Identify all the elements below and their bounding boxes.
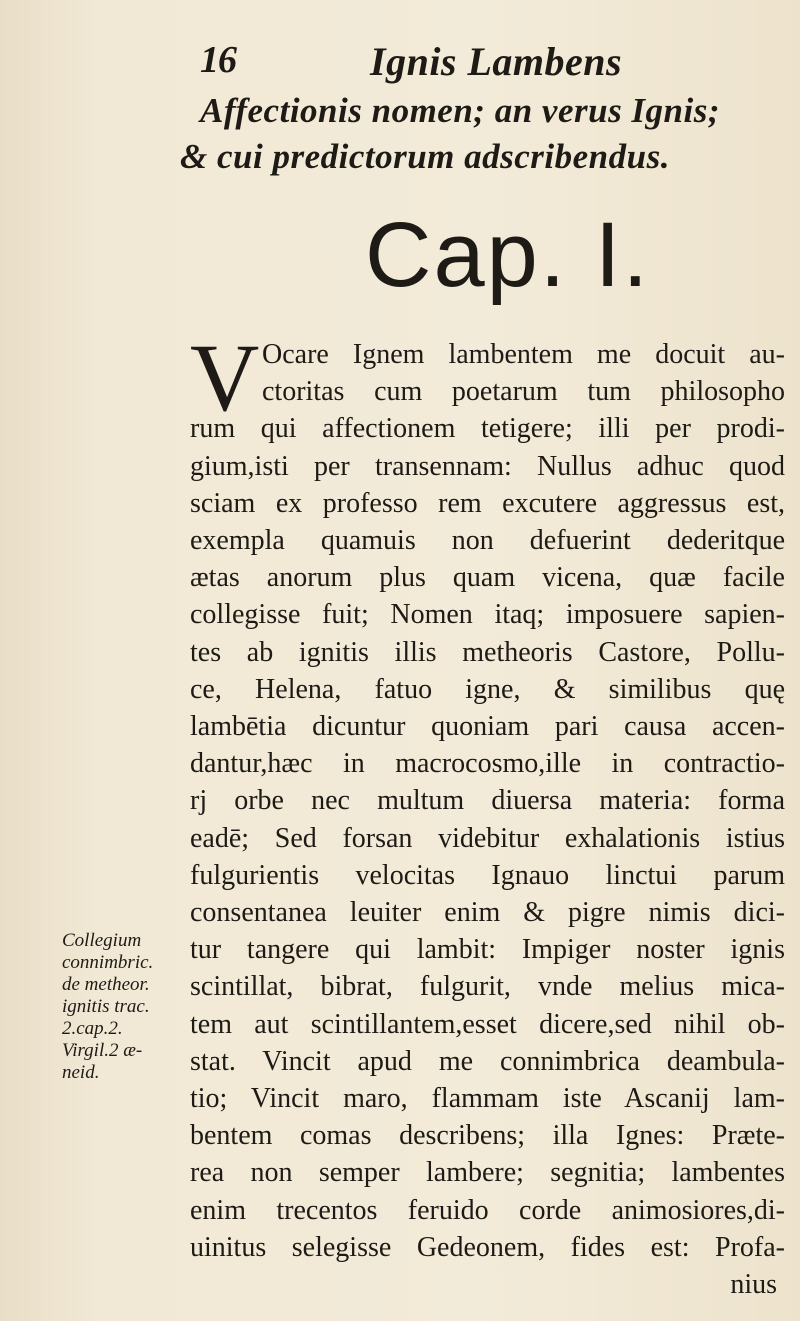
body-text <box>190 324 785 1303</box>
margin-note <box>62 930 187 1084</box>
body-line: tem aut scintillantem,esset dicere,sed nihil ob- <box>190 1008 785 1040</box>
catchword: nius <box>730 1269 777 1301</box>
body-line: rum qui affectionem tetigere; illi per prodi- <box>190 413 785 445</box>
body-line: rj orbe nec multum diuersa materia: forma <box>190 785 785 817</box>
body-line: tio; Vincit maro, flammam iste Ascanij lam- <box>190 1083 785 1115</box>
margin-note-line: 2.cap.2. <box>62 1018 123 1039</box>
body-line: lambētia dicuntur quoniam pari causa accen- <box>190 711 785 743</box>
margin-note-line: Collegium <box>62 930 142 951</box>
section-title <box>180 88 780 180</box>
body-line: consentanea leuiter enim & pigre nimis dici- <box>190 897 785 929</box>
body-line: ctoritas cum poetarum tum philosopho <box>262 376 785 408</box>
body-line: gium,isti per transennam: Nullus adhuc quod <box>190 450 785 482</box>
margin-note-line: neid. <box>62 1062 100 1083</box>
body-line: exempla quamuis non defuerint dederitque <box>190 525 785 557</box>
body-line: enim trecentos feruido corde animosiores,di- <box>190 1194 785 1226</box>
body-line: dantur,hæc in macrocosmo,ille in contractio- <box>190 748 785 780</box>
body-line: sciam ex professo rem excutere aggressus est, <box>190 487 785 519</box>
body-line: collegisse fuit; Nomen itaq; imposuere sapien- <box>190 599 785 631</box>
margin-note-line: connimbric. <box>62 952 154 973</box>
body-line: fulgurientis velocitas Ignauo linctui parum <box>190 859 785 891</box>
margin-note-line: de metheor. <box>62 974 150 995</box>
page-header <box>0 38 800 88</box>
margin-note-line: ignitis trac. <box>62 996 150 1017</box>
drop-cap: V <box>190 324 260 431</box>
body-line: uinitus selegisse Gedeonem, fides est: Profa- <box>190 1231 785 1263</box>
section-title-line-2: & cui predictorum adscribendus. <box>180 137 670 176</box>
margin-note-line: Virgil.2 æ- <box>62 1040 143 1061</box>
body-line: stat. Vincit apud me connimbrica deambula- <box>190 1045 785 1077</box>
body-line: ætas anorum plus quam vicena, quæ facile <box>190 562 785 594</box>
body-line: eadē; Sed forsan videbitur exhalationis istius <box>190 822 785 854</box>
running-head: Ignis Lambens <box>370 39 623 84</box>
body-line: Ocare Ignem lambentem me docuit au- <box>262 339 785 370</box>
page-number: 16 <box>200 39 236 81</box>
chapter-heading: Cap. I. <box>365 204 651 306</box>
body-line: tur tangere qui lambit: Impiger noster ignis <box>190 934 785 966</box>
body-line: ce, Helena, fatuo igne, & similibus quę <box>190 673 785 705</box>
body-line: rea non semper lambere; segnitia; lambentes <box>190 1157 785 1189</box>
section-title-line-1: Affectionis nomen; an verus Ignis; <box>200 91 721 130</box>
body-line: tes ab ignitis illis metheoris Castore, Pollu- <box>190 636 785 668</box>
body-line: scintillat, bibrat, fulgurit, vnde melius mica- <box>190 971 785 1003</box>
body-line: bentem comas describens; illa Ignes: Præte- <box>190 1120 785 1152</box>
